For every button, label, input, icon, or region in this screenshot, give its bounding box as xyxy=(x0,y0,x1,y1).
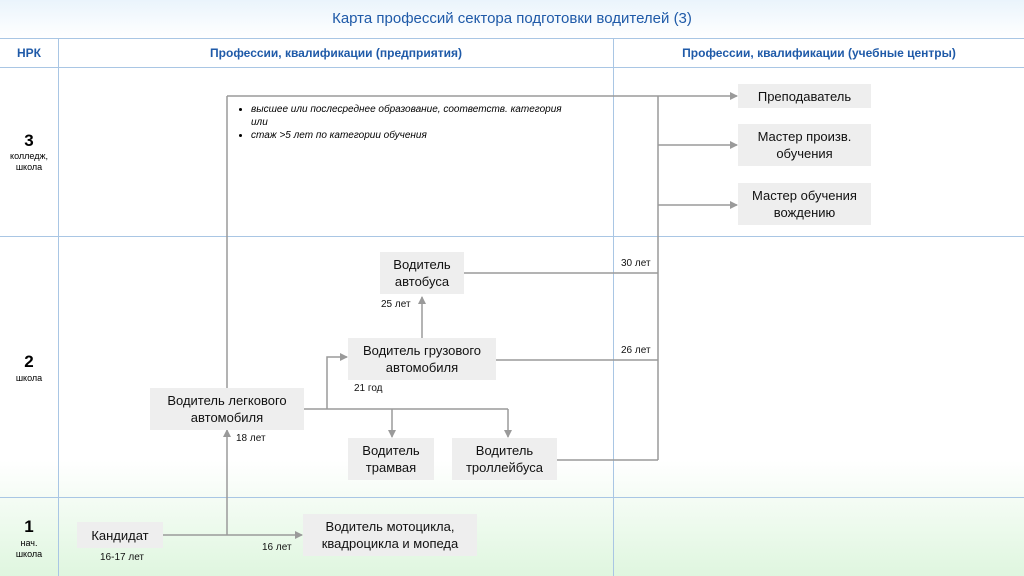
header-nrk: НРК xyxy=(17,46,41,60)
age-truck: 21 год xyxy=(354,383,383,394)
note-item-education: • высшее или послесреднее образование, соответств. категория xyxy=(251,103,636,116)
age-truck-to-teaching: 26 лет xyxy=(621,345,651,356)
box-truck-driver: Водитель грузового автомобиля xyxy=(348,338,496,380)
page-title: Карта профессий сектора подготовки водителей (3) xyxy=(0,0,1024,38)
box-candidate: Кандидат xyxy=(77,522,163,548)
level-3-subtitle: колледж, школа xyxy=(10,151,48,172)
level-1-number: 1 xyxy=(24,517,34,536)
box-tram-driver: Водитель трамвая xyxy=(348,438,434,480)
age-candidate: 16-17 лет xyxy=(100,552,144,563)
header-training: Профессии, квалификации (учебные центры) xyxy=(682,46,956,60)
level-2-number: 2 xyxy=(24,352,34,371)
requirements-note xyxy=(236,103,636,142)
box-master-production: Мастер произв. обучения xyxy=(738,124,871,166)
age-bus-to-teaching: 30 лет xyxy=(621,258,651,269)
box-trolleybus-driver: Водитель троллейбуса xyxy=(452,438,557,480)
level-3-number: 3 xyxy=(24,131,34,150)
level-1-subtitle: нач. школа xyxy=(15,538,43,559)
box-car-driver: Водитель легкового автомобиля xyxy=(150,388,304,430)
level-2-subtitle: школа xyxy=(15,373,43,383)
age-bus: 25 лет xyxy=(381,299,411,310)
age-moto: 16 лет xyxy=(262,542,292,553)
box-teacher: Преподаватель xyxy=(738,84,871,108)
age-car: 18 лет xyxy=(236,433,266,444)
note-item-experience: • стаж >5 лет по категории обучения xyxy=(251,129,636,142)
box-moto-driver: Водитель мотоцикла, квадроцикла и мопеда xyxy=(303,514,477,556)
arrow-car-to-truck xyxy=(327,357,347,409)
box-master-driving: Мастер обучения вождению xyxy=(738,183,871,225)
note-or: или xyxy=(251,117,268,128)
header-enterprise: Профессии, квалификации (предприятия) xyxy=(210,46,462,60)
box-bus-driver: Водитель автобуса xyxy=(380,252,464,294)
